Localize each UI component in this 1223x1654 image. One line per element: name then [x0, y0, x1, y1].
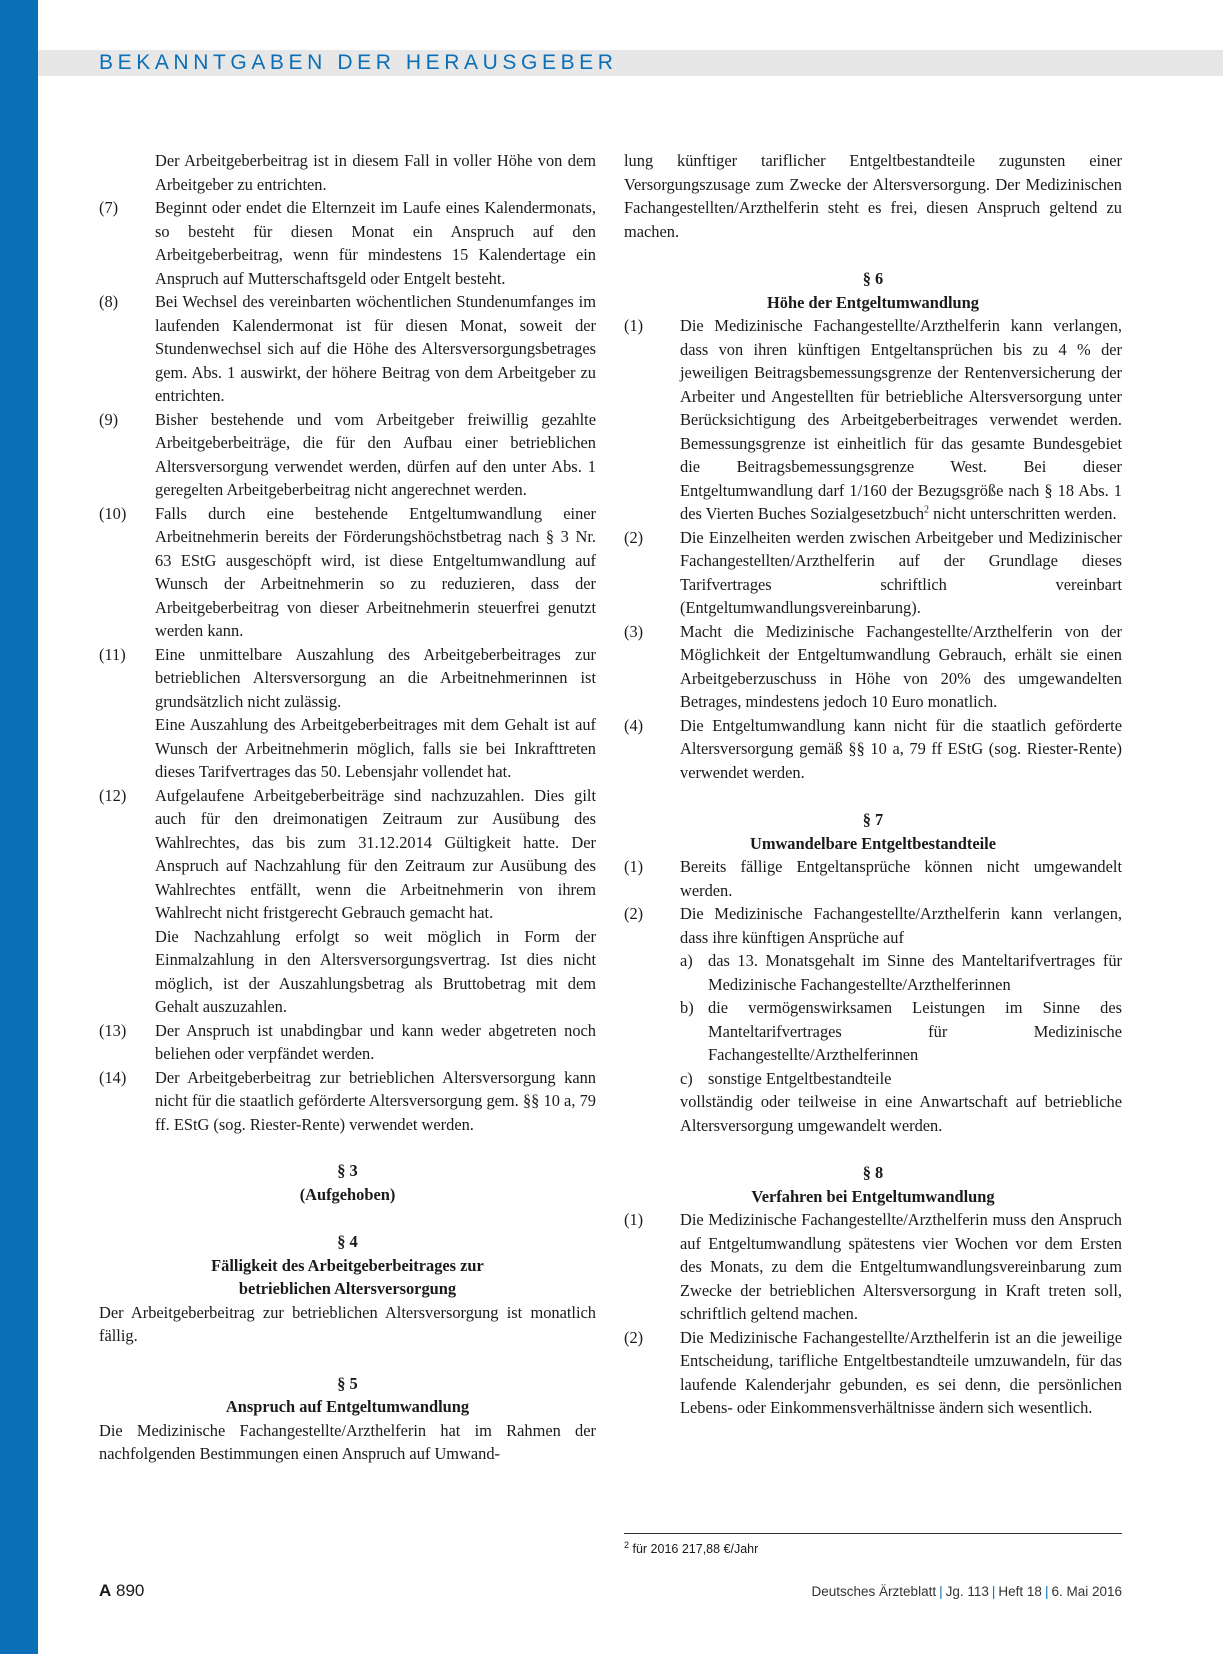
page-number-value: 890 [116, 1581, 145, 1600]
page-number [99, 1580, 144, 1602]
section-7-paragraph-1 [624, 855, 1122, 902]
paragraph-text: Die Einzelheiten werden zwischen Arbeitgeber und Medizinischer Fachangestellten/Arzthelferin auf der Grundlage dieses Tarifvertrages schriftlich vereinbart (Entgeltumwandlungsvereinbarung). [680, 527, 1122, 617]
footnote [624, 1536, 758, 1558]
paragraph-number: (7) [99, 198, 119, 217]
paragraph-text: Die Medizinische Fachangestellte/Arzthelferin kann verlangen, dass ihre künftigen Ansprüche auf [680, 904, 1122, 947]
paragraph-number: (12) [99, 785, 127, 805]
section-6-title: Höhe der Entgeltumwandlung [767, 292, 979, 312]
paragraph-number: (2) [624, 527, 644, 547]
section-6-paragraph-2 [624, 526, 1122, 620]
paragraph-11 [99, 643, 596, 714]
paragraph-7 [99, 196, 596, 290]
section-8-number: § 8 [862, 1163, 884, 1182]
separator: | [939, 1584, 943, 1599]
subitem-text: das 13. Monatsgehalt im Sinne des Manteltarifvertrages für Medizinische Fachangestellte/Arzthelferinnen [708, 951, 1122, 994]
separator: | [991, 1584, 996, 1599]
section-6-number: § 6 [862, 269, 884, 288]
paragraph-text: Eine unmittelbare Auszahlung des Arbeitgeberbeitrages zur betrieblichen Altersversorgung an die Arbeitnehmerinnen ist grundsätzlich nicht zulässig. [155, 644, 596, 711]
page-prefix: A [99, 1581, 112, 1600]
paragraph-number: (2) [624, 1327, 644, 1347]
section-7-paragraph-2 [624, 902, 1122, 949]
section-3-title: (Aufgehoben) [299, 1184, 396, 1204]
subitem-letter: b) [680, 998, 694, 1017]
footnote-reference: 2 [924, 504, 930, 516]
journal-volume: Jg. 113 [945, 1584, 989, 1599]
paragraph-text: Der Anspruch ist unabdingbar und kann weder abgetreten noch beliehen oder verpfändet werden. [155, 1020, 596, 1063]
section-5-text: Die Medizinische Fachangestellte/Arzthelferin hat im Rahmen der nachfolgenden Bestimmungen einen Anspruch auf Umwand- [99, 1420, 596, 1463]
paragraph-14 [99, 1066, 596, 1137]
section-4-title-line-2: betrieblichen Altersversorgung [238, 1279, 457, 1298]
paragraph-number: (4) [624, 715, 644, 735]
separator: | [1044, 1584, 1049, 1599]
paragraph-number: (14) [99, 1067, 127, 1087]
section-3-number: § 3 [337, 1161, 358, 1180]
paragraph-number: (1) [624, 1210, 644, 1229]
paragraph-number: (8) [99, 292, 119, 311]
section-6-paragraph-1 [624, 314, 1122, 526]
paragraph-number: (9) [99, 409, 119, 429]
paragraph-text: Der Arbeitgeberbeitrag zur betrieblichen Altersversorgung kann nicht für die staatlich geförderte Altersversorgung gem. §§ 10 a, 79 ff. EStG (sog. Riester-Rente) verwendet werden. [155, 1067, 596, 1134]
footnote-divider [624, 1533, 1122, 1534]
paragraph-11-continued [99, 713, 596, 784]
left-column [99, 149, 596, 1466]
intro-paragraph: Der Arbeitgeberbeitrag ist in diesem Fall in voller Höhe von dem Arbeitgeber zu entrichten. [155, 151, 596, 194]
paragraph-text: Die Entgeltumwandlung kann nicht für die staatlich geförderte Altersversorgung gemäß §§ 10 a, 79 ff EStG (sog. Riester-Rente) verwendet werden. [680, 715, 1122, 782]
paragraph-number: (11) [99, 644, 126, 664]
section-header-title: BEKANNTGABEN DER HERAUSGEBER [99, 51, 618, 74]
paragraph-13 [99, 1019, 596, 1066]
section-7-number: § 7 [862, 810, 884, 829]
section-8-paragraph-1 [624, 1208, 1122, 1326]
paragraph-text: Aufgelaufene Arbeitgeberbeiträge sind nachzuzahlen. Dies gilt auch für den dreimonatigen Zeitraum zur Ausübung des Wahlrechtes, das bis zum 31.12.2014 Gültigkeit hatte. Der Anspruch auf Nachzahlung für den Zeitraum zur Ausübung des Wahlrechtes entfällt, wenn die Arbeitnehmerin von ihrem Wahlrecht nicht fristgerecht Gebrauch gemacht hat. [155, 785, 596, 922]
section-7-closing: vollständig oder teilweise in eine Anwartschaft auf betriebliche Altersversorgung umgewandelt werden. [680, 1092, 1122, 1135]
paragraph-number: (1) [624, 857, 644, 876]
section-8-paragraph-2 [624, 1326, 1122, 1420]
publication-date: 6. Mai 2016 [1051, 1584, 1122, 1599]
paragraph-number: (3) [624, 621, 644, 641]
paragraph-text: Bisher bestehende und vom Arbeitgeber freiwillig gezahlte Arbeitgeberbeiträge, die für den Aufbau einer betrieblichen Altersversorgung verwendet werden, dürfen auf den unter Abs. 1 geregelten Arbeitgeberbeitrag nicht angerechnet werden. [155, 409, 596, 499]
footnote-mark: 2 [624, 1540, 630, 1550]
paragraph-text: Die Medizinische Fachangestellte/Arzthelferin muss den Anspruch auf Entgeltumwandlung spätestens vier Wochen vor dem Ersten des Monats, zu dem die Entgeltumwandlungsvereinbarung zum Zwecke der betrieblichen Altersversorgung in Kraft treten soll, schriftlich geltend machen. [680, 1210, 1122, 1323]
publication-info [800, 1583, 1122, 1601]
paragraph-text: Die Nachzahlung erfolgt so weit möglich in Form der Einmalzahlung in den Altersversorgungsvertrag. Ist dies nicht möglich, ist der Auszahlungsbetrag als Bruttobetrag mit dem Gehalt auszuzahlen. [155, 926, 596, 1016]
paragraph-text: Beginnt oder endet die Elternzeit im Laufe eines Kalendermonats, so besteht für diesen Monat ein Anspruch auf den Arbeitgeberbeitrag, wenn für mindestens 15 Kalendertage ein Anspruch auf Mutterschaftsgeld oder Entgelt besteht. [155, 198, 596, 288]
section-5-number: § 5 [337, 1373, 358, 1393]
paragraph-text-after: nicht unterschritten werden. [929, 504, 1117, 523]
paragraph-text: Die Medizinische Fachangestellte/Arzthelferin ist an die jeweilige Entscheidung, tarifliche Entgeltbestandteile umzuwandeln, für das laufende Kalenderjahr gebunden, es sei denn, die persönlichen Lebens- oder Einkommensverhältnisse ändern sich wesentlich. [680, 1327, 1122, 1417]
paragraph-text: Macht die Medizinische Fachangestellte/Arzthelferin von der Möglichkeit der Entgeltumwandlung Gebrauch, erhält sie einen Arbeitgeberzuschuss in Höhe von 20% des umgewandelten Betrages, mindestens jedoch 10 Euro monatlich. [680, 621, 1122, 711]
section-8-title: Verfahren bei Entgeltumwandlung [751, 1186, 995, 1206]
section-7-subitem-a [624, 949, 1122, 996]
subitem-letter: a) [680, 951, 693, 970]
footnote-text: für 2016 217,88 €/Jahr [632, 1542, 759, 1557]
section-4-title-line-1: Fälligkeit des Arbeitgeberbeitrages zur [211, 1255, 484, 1275]
right-column [624, 149, 1122, 1420]
paragraph-text: Bereits fällige Entgeltansprüche können nicht umgewandelt werden. [680, 857, 1122, 900]
paragraph-9 [99, 408, 596, 502]
section-6-paragraph-3 [624, 620, 1122, 714]
section-7-subitem-c [624, 1067, 1122, 1091]
journal-name: Deutsches Ärzteblatt [811, 1584, 937, 1599]
paragraph-number: (2) [624, 904, 644, 923]
paragraph-12-continued [99, 925, 596, 1019]
section-7-title: Umwandelbare Entgeltbestandteile [749, 833, 996, 853]
section-5-text-continued: lung künftiger tariflicher Entgeltbestandteile zugunsten einer Versorgungszusage zum Zwecke der Altersversorgung. Der Medizinischen Fachangestellten/Arzthelferin steht es frei, diesen Anspruch geltend zu machen. [624, 151, 1122, 241]
margin-color-bar [0, 0, 38, 1654]
paragraph-text: Falls durch eine bestehende Entgeltumwandlung einer Arbeitnehmerin bereits der Förderungshöchstbetrag nach § 3 Nr. 63 EStG ausgeschöpft wird, ist diese Entgeltumwandlung auf Wunsch der Arbeitnehmerin so zu reduzieren, dass der Arbeitgeberbeitrag von dieser Arbeitnehmerin steuerfrei genutzt werden kann. [155, 503, 596, 640]
subitem-text: die vermögenswirksamen Leistungen im Sinne des Manteltarifvertrages für Medizinische Fachangestellte/Arzthelferinnen [708, 998, 1122, 1064]
paragraph-number: (1) [624, 316, 644, 335]
paragraph-text: Eine Auszahlung des Arbeitgeberbeitrages mit dem Gehalt ist auf Wunsch der Arbeitnehmerin möglich, falls sie bei Inkrafttreten dieses Tarifvertrages das 50. Lebensjahr vollendet hat. [155, 715, 596, 781]
paragraph-12 [99, 784, 596, 925]
section-4-number: § 4 [337, 1232, 358, 1251]
section-5-title: Anspruch auf Entgeltumwandlung [225, 1397, 470, 1416]
paragraph-8 [99, 290, 596, 408]
paragraph-text: Die Medizinische Fachangestellte/Arzthelferin kann verlangen, dass von ihren künftigen Entgeltansprüchen bis zu 4 % der jeweiligen Beitragsbemessungsgrenze der Rentenversicherung der Arbeiter und Angestellten für betriebliche Altersversorgung unter Berücksichtigung des Arbeitgeberbeitrages verwendet werden. Bemessungsgrenze ist einheitlich für das gesamte Bundesgebiet die Beitragsbemessungsgrenze West. Bei dieser Entgeltumwandlung darf 1/160 der Bezugsgröße nach § 18 Abs. 1 des Vierten Buches Sozialgesetzbuch [680, 316, 1122, 523]
paragraph-number: (13) [99, 1020, 127, 1040]
paragraph-text: Bei Wechsel des vereinbarten wöchentlichen Stundenumfanges im laufenden Kalendermonat ist für diesen Monat, soweit der Stundenwechsel sich auf die Höhe des Altersversorgungsbetrages gem. Abs. 1 auswirkt, der höhere Beitrag von dem Arbeitgeber zu entrichten. [155, 292, 596, 405]
subitem-letter: c) [680, 1068, 693, 1088]
paragraph-number: (10) [99, 503, 127, 523]
journal-issue: Heft 18 [998, 1584, 1042, 1599]
section-7-subitem-b [624, 996, 1122, 1067]
subitem-text: sonstige Entgeltbestandteile [708, 1068, 892, 1088]
section-6-paragraph-4 [624, 714, 1122, 785]
section-4-text: Der Arbeitgeberbeitrag zur betrieblichen Altersversorgung ist monatlich fällig. [99, 1302, 596, 1345]
paragraph-10 [99, 502, 596, 643]
